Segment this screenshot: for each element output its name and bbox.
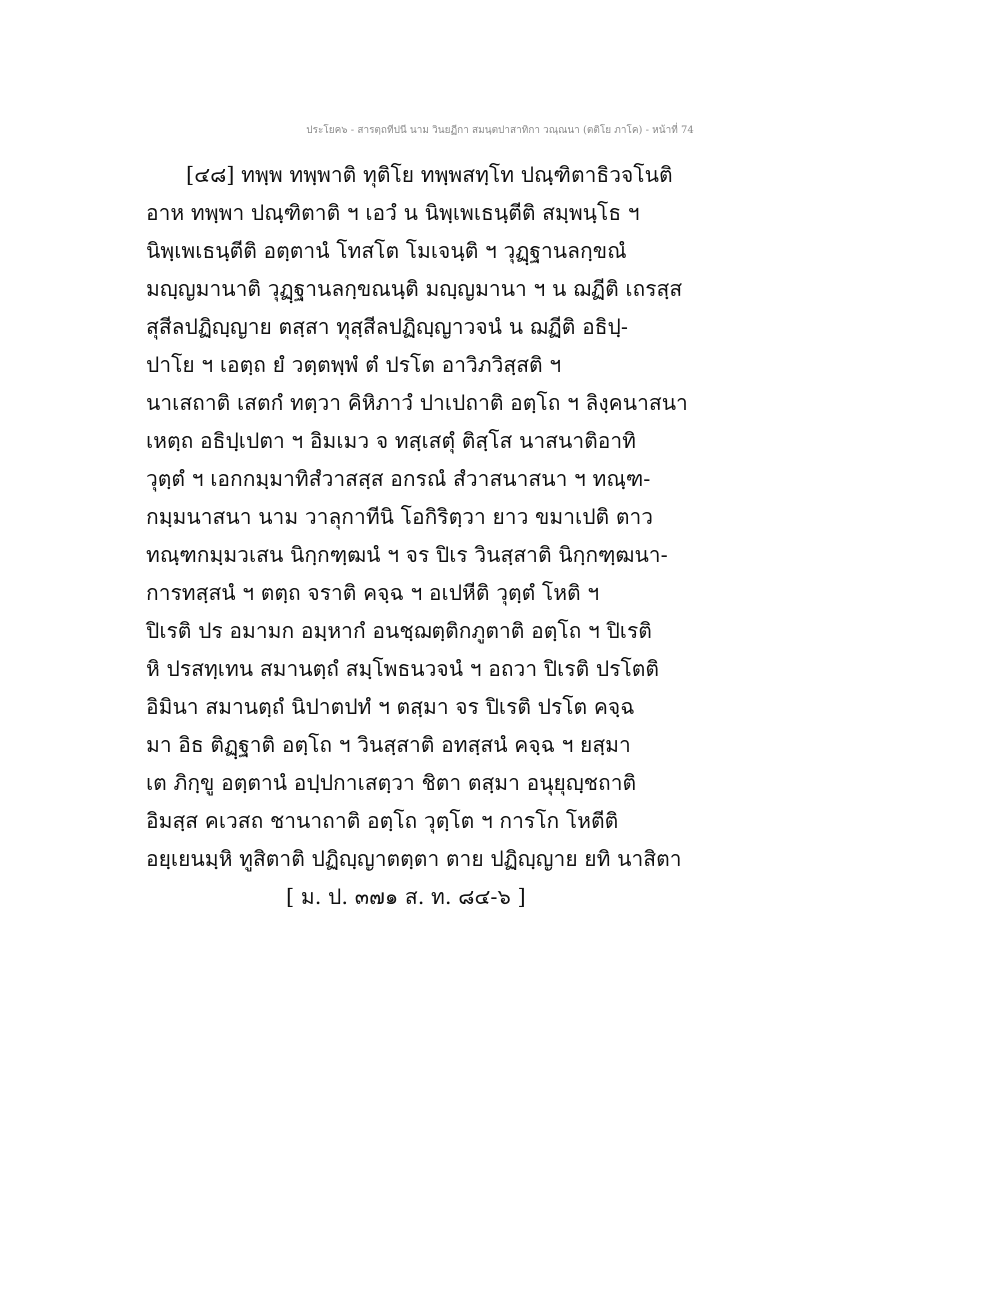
text-line: เหตฺถ อธิปฺเปตา ฯ อิมเมว จ ทสฺเสตุํ ติสฺโส นาสนาติอาทิ [146,429,637,453]
text-line: ทณฺฑกมฺมวเสน นิกฺกฑฺฒนํ ฯ จร ปิเร วินสฺสาติ นิกฺกฑฺฒนา- [146,543,668,567]
text-line: อิมสฺส คเวสถ ชานาถาติ อตฺโถ วุตฺโต ฯ การโก โหตีติ [146,809,619,833]
text-line: สุสีลปฏิญฺญาย ตสฺสา ทุสฺสีลปฏิญฺญาวจนํ น ฌฏีติ อธิปฺ- [146,315,628,339]
text-line: การทสฺสนํ ฯ ตตฺถ จราติ คจฺฉ ฯ อเปหีติ วุตฺตํ โหติ ฯ [146,581,600,605]
reference-citation: [ ม. ป. ๓๗๑ ส. ท. ๘๔-๖ ] [286,885,526,909]
text-line: นิพฺเพเธนฺตีติ อตฺตานํ โทสโต โมเจนฺติ ฯ วุฏฺฐานลกฺขณํ [146,239,627,263]
text-line: เต ภิกฺขู อตฺตานํ อปฺปกาเสตฺวา ชิตา ตสฺมา อนุยุญฺชถาติ [146,771,637,795]
text-line: มา อิธ ติฏฺฐาติ อตฺโถ ฯ วินสฺสาติ อทสฺสนํ คจฺฉ ฯ ยสฺมา [146,733,631,757]
text-line: หิ ปรสทฺเทน สมานตฺถํ สมฺโพธนวจนํ ฯ อถวา ปิเรติ ปรโตติ [146,657,660,681]
text-line: [๔๘] ทพฺพ ทพฺพาติ ทุติโย ทพฺพสทฺโท ปณฺฑิตาธิวจโนติ [186,163,673,187]
text-line: กมฺมนาสนา นาม วาลุกาทีนิ โอกิริตฺวา ยาว ขมาเปติ ตาว [146,505,654,529]
text-line: อาห ทพฺพา ปณฺฑิตาติ ฯ เอวํ น นิพฺเพเธนฺตีติ สมฺพนฺโธ ฯ [146,201,640,225]
text-line: มญฺญมานาติ วุฏฺฐานลกฺขณนฺติ มญฺญมานา ฯ น ฌฏีติ เถรสฺส [146,277,683,301]
text-line: อยฺเยนมฺหิ ทูสิตาติ ปฏิญฺญาตตฺตา ตาย ปฏิญฺญาย ยทิ นาสิตา [146,847,682,871]
text-line: วุตฺตํ ฯ เอกกมฺมาทิสํวาสสฺส อกรณํ สํวาสนาสนา ฯ ทณฺฑ- [146,467,651,491]
text-line: อิมินา สมานตฺถํ นิปาตปทํ ฯ ตสฺมา จร ปิเรติ ปรโต คจฺฉ [146,695,635,719]
text-line: ปิเรติ ปร อมามก อมฺหากํ อนชฺฌตฺติกภูตาติ อตฺโถ ฯ ปิเรติ [146,619,652,643]
text-line: ปาโย ฯ เอตฺถ ยํ วตฺตพฺพํ ตํ ปรโต อาวิภวิสฺสติ ฯ [146,353,562,377]
text-line: นาเสถาติ เสตกํ ทตฺวา คิหิภาวํ ปาเปถาติ อตฺโถ ฯ ลิงฺคนาสนา [146,391,688,415]
running-header: ประโยค๖ - สารตฺถทีปนี นาม วินยฏีกา สมนฺตปาสาทิกา วณฺณนา (ตติโย ภาโค) - หน้าที่ 74 [306,125,694,136]
